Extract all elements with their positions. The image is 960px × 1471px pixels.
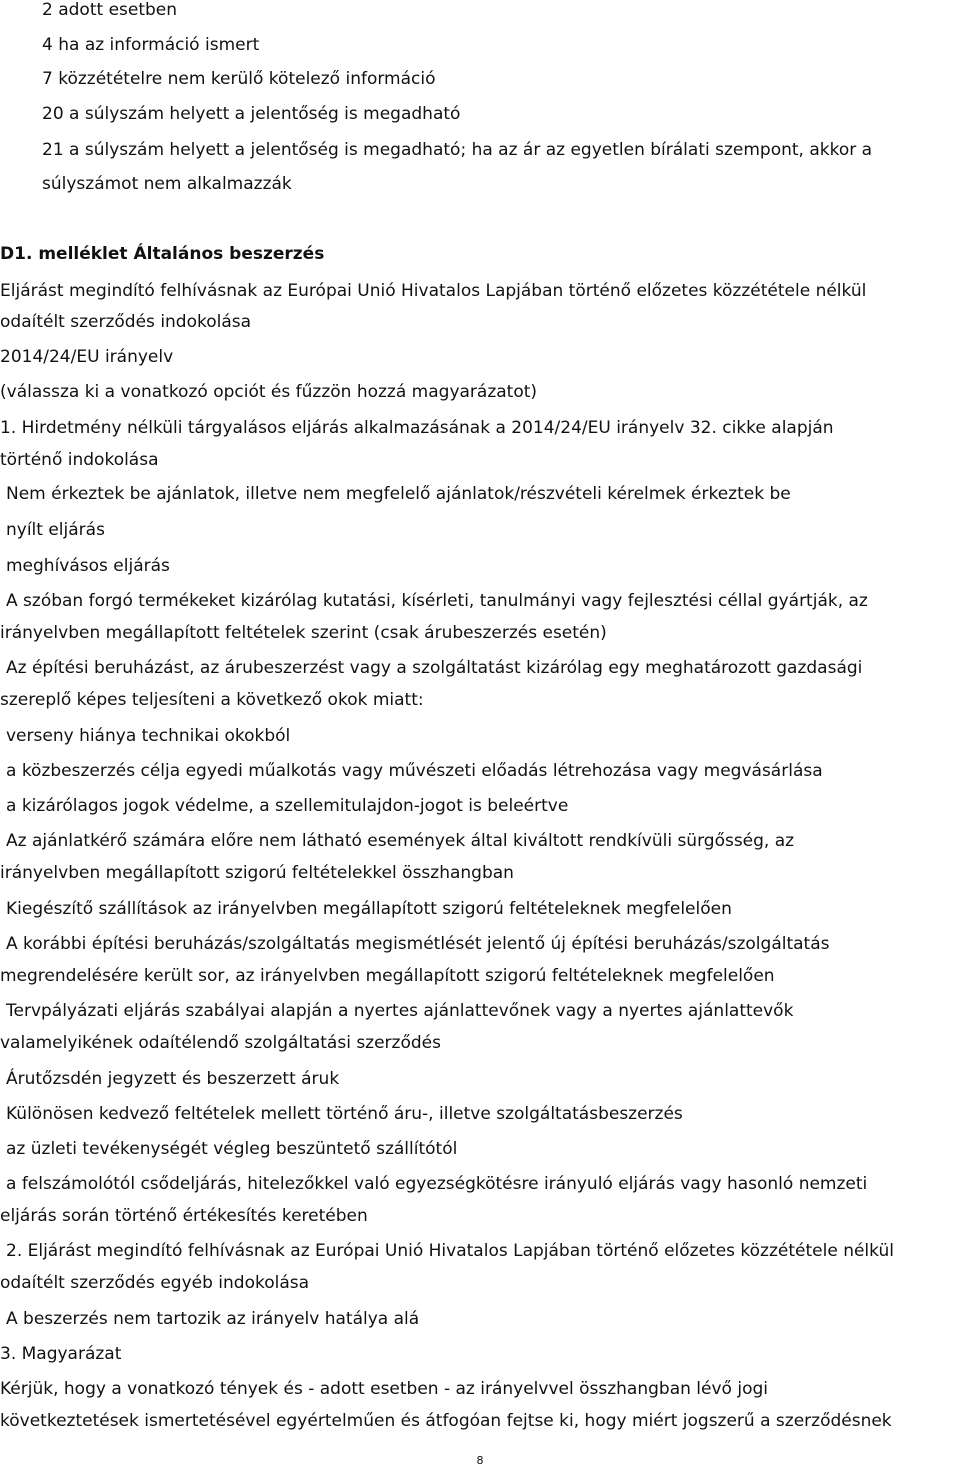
option-item: Az ajánlatkérő számára előre nem látható események által kiváltott rendkívüli sürgősség, az xyxy=(6,831,795,851)
option-item: Tervpályázati eljárás szabályai alapján a nyertes ajánlattevőnek vagy a nyertes ajánlattevők xyxy=(6,1001,794,1021)
body-line: Kérjük, hogy a vonatkozó tények és - adott esetben - az irányelvvel összhangban lévő jogi xyxy=(0,1379,768,1399)
section-1-heading: 1. Hirdetmény nélküli tárgyalásos eljárás alkalmazásának a 2014/24/EU irányelv 32. cikke alapján xyxy=(0,418,834,438)
option-item: Nem érkeztek be ajánlatok, illetve nem megfelelő ajánlatok/részvételi kérelmek érkeztek be xyxy=(6,484,791,504)
footnote-2: 2 adott esetben xyxy=(42,0,178,20)
option-item: A szóban forgó termékeket kizárólag kutatási, kísérleti, tanulmányi vagy fejlesztési céllal gyártják, az xyxy=(6,591,868,611)
option-item: a felszámolótól csődeljárás, hitelezőkkel való egyezségkötésre irányuló eljárás vagy hasonló nemzeti xyxy=(6,1174,868,1194)
section-2-heading: 2. Eljárást megindító felhívásnak az Európai Unió Hivatalos Lapjában történő előzetes közzététele nélkül xyxy=(6,1241,894,1261)
option-item: Az építési beruházást, az árubeszerzést vagy a szolgáltatást kizárólag egy meghatározott gazdasági xyxy=(6,658,863,678)
option-item: az üzleti tevékenységét végleg beszüntető szállítótól xyxy=(6,1139,458,1159)
annex-code: D1. xyxy=(0,244,33,264)
option-item: A beszerzés nem tartozik az irányelv hatálya alá xyxy=(6,1309,420,1329)
body-line: (válassza ki a vonatkozó opciót és fűzzön hozzá magyarázatot) xyxy=(0,382,538,402)
body-line: következtetések ismertetésével egyértelműen és átfogóan fejtse ki, hogy miért jogszerű a szerződésnek xyxy=(0,1411,892,1431)
option-item: a kizárólagos jogok védelme, a szellemitulajdon-jogot is beleértve xyxy=(6,796,569,816)
option-item: verseny hiánya technikai okokból xyxy=(6,726,291,746)
section-1-heading-continued: történő indokolása xyxy=(0,450,159,470)
footnote-21-continued: súlyszámot nem alkalmazzák xyxy=(42,174,292,194)
option-item-continued: irányelvben megállapított szigorú feltételekkel összhangban xyxy=(0,863,514,883)
option-item-continued: valamelyikének odaítélendő szolgáltatási szerződés xyxy=(0,1033,441,1053)
footnote-4: 4 ha az információ ismert xyxy=(42,35,260,55)
option-item-continued: irányelvben megállapított feltételek szerint (csak árubeszerzés esetén) xyxy=(0,623,607,643)
footnote-7: 7 közzétételre nem kerülő kötelező információ xyxy=(42,69,436,89)
section-3-heading: 3. Magyarázat xyxy=(0,1344,122,1364)
option-item: A korábbi építési beruházás/szolgáltatás megismétlését jelentő új építési beruházás/szolgáltatás xyxy=(6,934,830,954)
option-item: a közbeszerzés célja egyedi műalkotás vagy művészeti előadás létrehozása vagy megvásárlása xyxy=(6,761,823,781)
page-number: 8 xyxy=(476,1454,484,1467)
option-item-continued: eljárás során történő értékesítés keretében xyxy=(0,1206,368,1226)
option-item: Árutőzsdén jegyzett és beszerzett áruk xyxy=(6,1069,340,1089)
option-item-continued: szereplő képes teljesíteni a következő okok miatt: xyxy=(0,690,424,710)
body-line: 2014/24/EU irányelv xyxy=(0,347,174,367)
option-item: meghívásos eljárás xyxy=(6,556,170,576)
option-item: Különösen kedvező feltételek mellett történő áru-, illetve szolgáltatásbeszerzés xyxy=(6,1104,683,1124)
option-item: Kiegészítő szállítások az irányelvben megállapított szigorú feltételeknek megfelelően xyxy=(6,899,732,919)
option-item-continued: megrendelésére került sor, az irányelvben megállapított szigorú feltételeknek megfelelően xyxy=(0,966,775,986)
option-item: nyílt eljárás xyxy=(6,520,105,540)
annex-title-text: melléklet Általános beszerzés xyxy=(32,244,325,264)
footnote-20: 20 a súlyszám helyett a jelentőség is megadható xyxy=(42,104,461,124)
annex-title xyxy=(0,244,324,264)
section-2-heading-continued: odaítélt szerződés egyéb indokolása xyxy=(0,1273,310,1293)
body-line: Eljárást megindító felhívásnak az Európai Unió Hivatalos Lapjában történő előzetes közzététele nélkül xyxy=(0,281,867,301)
body-line: odaítélt szerződés indokolása xyxy=(0,312,252,332)
footnote-21: 21 a súlyszám helyett a jelentőség is megadható; ha az ár az egyetlen bírálati szempont, akkor a xyxy=(42,140,873,160)
